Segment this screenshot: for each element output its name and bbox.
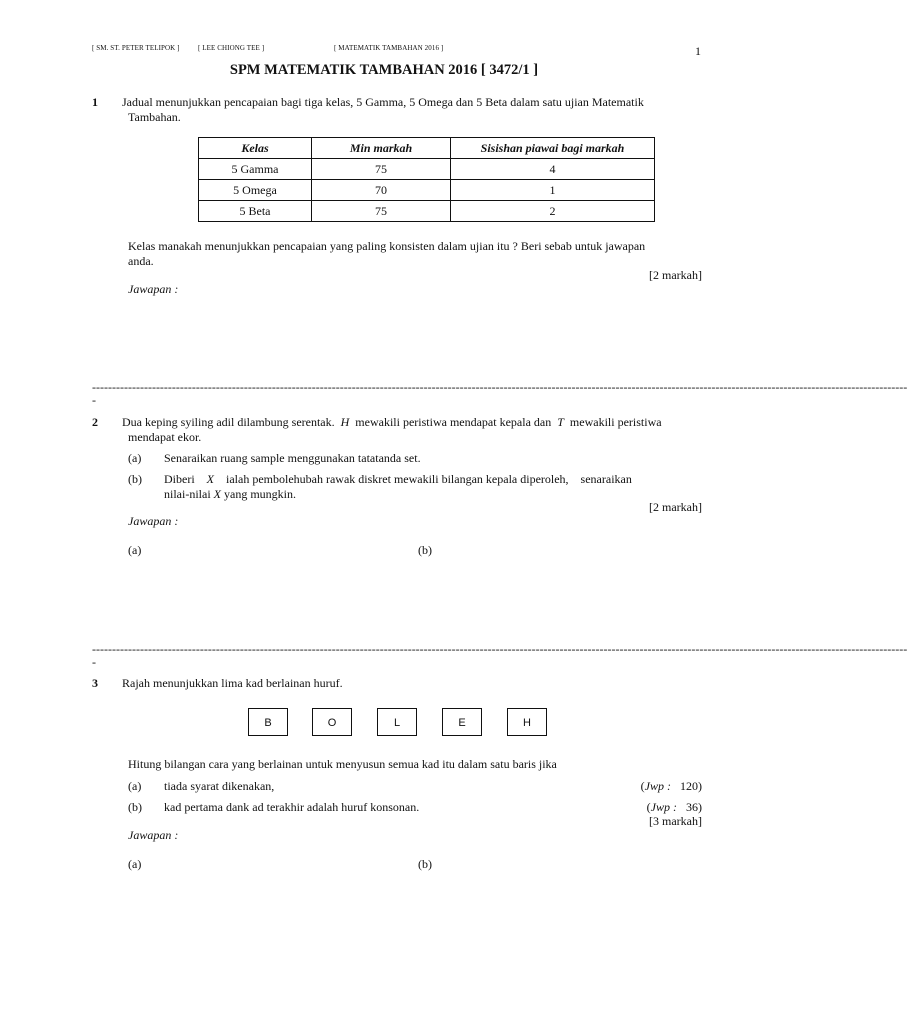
table-header-cell: Min markah: [312, 138, 451, 159]
letter-card-b: B: [248, 708, 288, 736]
divider-tail: -: [92, 393, 96, 407]
page-number: 1: [695, 44, 701, 58]
q2-text-segment: senaraikan: [580, 472, 632, 486]
q2-marks: [2 markah]: [649, 500, 702, 514]
q3-number: 3: [92, 676, 98, 690]
q2-text-segment: mewakili peristiwa mendapat kepala dan: [355, 415, 552, 429]
q1-table: [198, 137, 655, 222]
q2-text-segment: mewakili peristiwa: [569, 415, 662, 429]
q1-intro-line2: Tambahan.: [128, 110, 181, 124]
q2-part-b-line2: [164, 487, 296, 502]
table-header-row: [199, 138, 655, 159]
table-row: [199, 201, 655, 222]
q3-part-a-label: (a): [128, 779, 142, 793]
q1-answer-label: Jawapan :: [128, 282, 179, 296]
table-cell: 1: [451, 180, 655, 201]
q2-answer-b: (b): [418, 543, 432, 557]
q2-text-segment: yang mungkin.: [224, 487, 296, 501]
table-cell: 4: [451, 159, 655, 180]
letter-card-e: E: [442, 708, 482, 736]
q2-text-segment: Diberi: [164, 472, 195, 486]
q2-part-a-label: (a): [128, 451, 142, 465]
jwp-label: Jwp :: [644, 779, 671, 793]
header-subject: [ MATEMATIK TAMBAHAN 2016 ]: [334, 44, 444, 52]
q3-part-b-jwp: (Jwp : 36): [646, 800, 702, 814]
table-cell: 5 Beta: [199, 201, 312, 222]
q2-part-b-label: (b): [128, 472, 142, 486]
q2-var-x: X: [206, 472, 214, 486]
table-header-cell: Sisishan piawai bagi markah: [451, 138, 655, 159]
table-row: [199, 159, 655, 180]
q3-answer-b: (b): [418, 857, 432, 871]
jwp-label: Jwp :: [650, 800, 677, 814]
table-cell: 2: [451, 201, 655, 222]
table-cell: 75: [312, 201, 451, 222]
q2-intro-line1: [122, 415, 662, 430]
q2-text-segment: Dua keping syiling adil dilambung serentak.: [122, 415, 335, 429]
q3-part-b-text: kad pertama dank ad terakhir adalah huruf konsonan.: [164, 800, 420, 814]
q3-marks: [3 markah]: [649, 814, 702, 828]
table-cell: 70: [312, 180, 451, 201]
table-cell: 75: [312, 159, 451, 180]
q3-part-a-jwp: (Jwp : 120): [640, 779, 702, 793]
q2-answer-a: (a): [128, 543, 142, 557]
q3-part-b-label: (b): [128, 800, 142, 814]
letter-card-o: O: [312, 708, 352, 736]
q1-marks: [2 markah]: [649, 268, 702, 282]
header-school: [ SM. ST. PETER TELIPOK ]: [92, 44, 180, 52]
q2-var-x: X: [213, 487, 221, 501]
table-row: [199, 180, 655, 201]
section-divider: ------------------------------------------------------------------------------------------------------------------------------------------------------------------------------------------------------------: [92, 642, 907, 656]
q2-number: 2: [92, 415, 98, 429]
header-teacher: [ LEE CHIONG TEE ]: [198, 44, 265, 52]
table-header-cell: Kelas: [199, 138, 312, 159]
q2-intro-line2: mendapat ekor.: [128, 430, 202, 444]
jwp-value: 36): [686, 800, 702, 814]
letter-card-l: L: [377, 708, 417, 736]
q2-var-h: H: [340, 415, 350, 429]
q2-part-b-line1: [164, 472, 632, 487]
q2-part-a-text: Senaraikan ruang sample menggunakan tatatanda set.: [164, 451, 421, 465]
q3-question: Hitung bilangan cara yang berlainan untuk menyusun semua kad itu dalam satu baris jika: [128, 757, 557, 771]
q1-intro-line1: Jadual menunjukkan pencapaian bagi tiga kelas, 5 Gamma, 5 Omega dan 5 Beta dalam satu ujian Matematik: [122, 95, 644, 109]
table-cell: 5 Omega: [199, 180, 312, 201]
letter-card-h: H: [507, 708, 547, 736]
q1-question-line1: Kelas manakah menunjukkan pencapaian yang paling konsisten dalam ujian itu ? Beri sebab untuk jawapan: [128, 239, 646, 253]
q1-question-line2: anda.: [128, 254, 154, 268]
q3-answer-label: Jawapan :: [128, 828, 179, 842]
table-cell: 5 Gamma: [199, 159, 312, 180]
q2-answer-label: Jawapan :: [128, 514, 179, 528]
q3-intro: Rajah menunjukkan lima kad berlainan huruf.: [122, 676, 343, 690]
divider-tail: -: [92, 655, 96, 669]
page-title: SPM MATEMATIK TAMBAHAN 2016 [ 3472/1 ]: [229, 62, 539, 78]
q3-part-a-text: tiada syarat dikenakan,: [164, 779, 275, 793]
section-divider: ------------------------------------------------------------------------------------------------------------------------------------------------------------------------------------------------------------: [92, 380, 907, 394]
q2-var-t: T: [557, 415, 564, 429]
q2-text-segment: ialah pembolehubah rawak diskret mewakili bilangan kepala diperoleh,: [226, 472, 569, 486]
q3-answer-a: (a): [128, 857, 142, 871]
jwp-value: 120): [680, 779, 702, 793]
q1-number: 1: [92, 95, 98, 109]
q2-text-segment: nilai-nilai: [164, 487, 211, 501]
